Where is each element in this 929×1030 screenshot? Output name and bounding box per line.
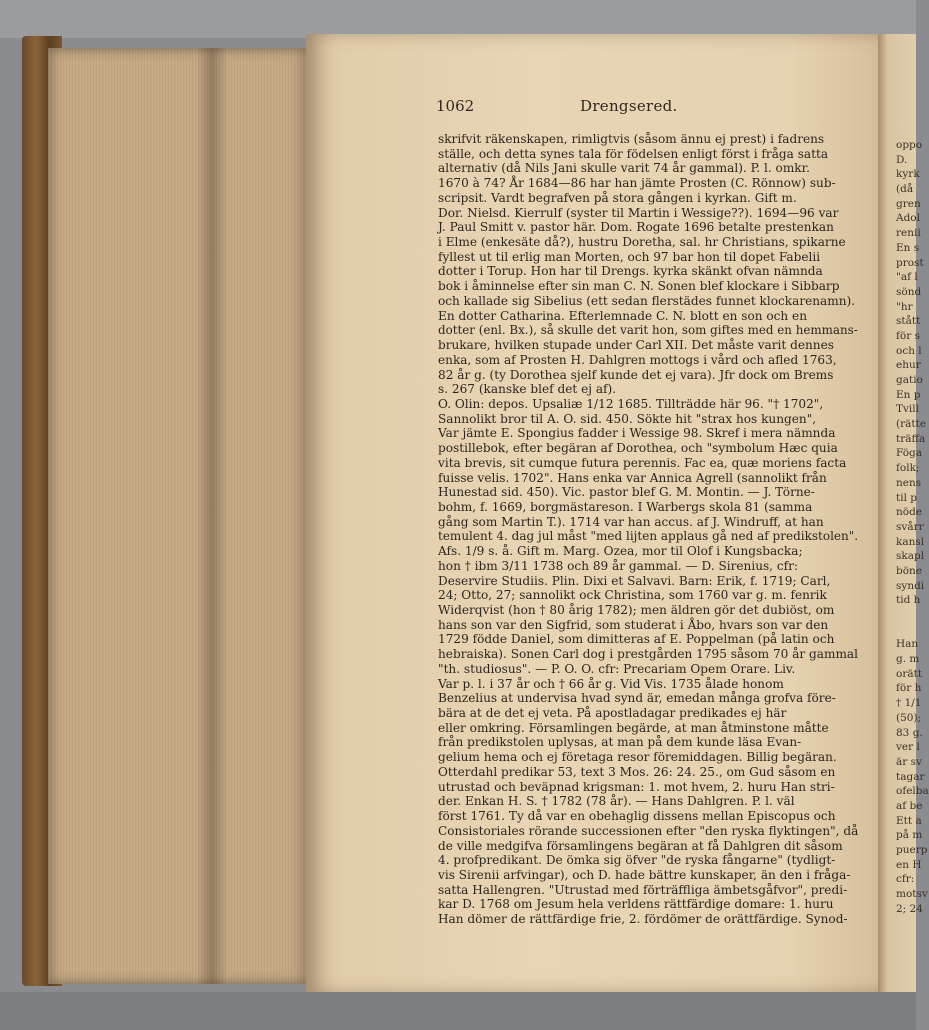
text-line: ställe, och detta synes tala för födelsen enligt först i fråga satta	[438, 146, 829, 161]
margin-line: renii	[896, 227, 921, 240]
margin-line: gatio	[896, 374, 923, 386]
margin-line: En s	[896, 241, 920, 254]
margin-line: kyrk	[896, 168, 920, 181]
margin-line: nens	[896, 476, 922, 489]
text-line: s. 267 (kanske blef det ej af).	[438, 382, 617, 397]
page-header	[436, 97, 856, 119]
margin-line: Föga	[896, 447, 923, 460]
text-line: scripsit. Vardt begrafven på stora gången i kyrkan. Gift m.	[438, 190, 797, 205]
margin-line: folk;	[896, 462, 920, 475]
text-line: dotter (enl. Bx.), så skulle det varit hon, som giftes med en hemmans-	[438, 323, 858, 338]
text-line: hon † ibm 3/11 1738 och 89 år gammal. — D. Sirenius, cfr:	[438, 558, 798, 573]
margin-line	[896, 623, 918, 638]
margin-line: är sv	[896, 755, 922, 768]
margin-line: nöde	[896, 506, 923, 519]
margin-line: ver l	[896, 741, 920, 754]
running-head: Drengsered.	[580, 97, 678, 115]
margin-line: Adol	[896, 212, 920, 225]
text-line: hans son var den Sigfrid, som studerat i Åbo, hvars son var den	[438, 617, 829, 632]
page-number: 1062	[436, 97, 475, 115]
background-bottom	[0, 992, 916, 1030]
text-line: "th. studiosus". — P. O. O. cfr: Precariam Opem Orare. Liv.	[438, 661, 796, 676]
margin-line: † 1/1	[896, 697, 922, 710]
margin-line: cfr:	[896, 873, 915, 886]
page-stack-edge	[48, 48, 310, 984]
next-page-margin-text	[896, 138, 929, 916]
margin-line: böne	[896, 564, 923, 577]
text-line: enka, som af Prosten H. Dahlgren mottogs i vård och afled 1763,	[438, 352, 837, 367]
text-line: gång som Martin T.). 1714 var han accus. af J. Windruff, at han	[438, 514, 824, 529]
margin-line: stått	[896, 315, 921, 328]
margin-line: och l	[896, 344, 922, 357]
margin-line: En p	[896, 388, 921, 401]
margin-line: Tvill	[896, 403, 920, 416]
margin-line: (då	[896, 183, 914, 196]
text-line: och kallade sig Sibelius (ett sedan flerstädes funnet klockarenamn).	[438, 293, 856, 308]
text-line: dotter i Torup. Hon har til Drengs. kyrka skänkt ofvan nämnda	[438, 264, 823, 279]
margin-line: sönd	[896, 285, 922, 298]
margin-line: orätt	[896, 667, 923, 680]
text-line: Hunestad sid. 450). Vic. pastor blef G. M. Montin. — J. Törne-	[438, 485, 815, 500]
margin-line: oppo	[896, 139, 923, 151]
text-line: J. Paul Smitt v. pastor här. Dom. Rogate 1696 betalte prestenkan	[438, 220, 834, 235]
text-line: bohm, f. 1669, borgmästareson. I Warbergs skola 81 (samma	[438, 499, 813, 514]
margin-line: Han	[896, 638, 919, 651]
text-line: från predikstolen uplysas, at man på dem kunde läsa Evan-	[438, 735, 802, 750]
text-line: Consistoriales rörande successionen efter "den ryska flyktingen", då	[438, 823, 859, 838]
text-line: Dor. Nielsd. Kierrulf (syster til Martin i Wessige??). 1694—96 var	[438, 205, 839, 220]
text-line: O. Olin: depos. Upsaliæ 1/12 1685. Tillträdde här 96. "† 1702",	[438, 396, 824, 411]
text-line: 1670 à 74? År 1684—86 har han jämte Prosten (C. Rönnow) sub-	[438, 176, 836, 191]
text-line: gelium hema och ej företaga resor föremiddagen. Billig begäran.	[438, 750, 837, 765]
text-line: brukare, hvilken stupade under Carl XII. Det måste varit dennes	[438, 338, 834, 353]
background-top	[0, 0, 916, 38]
text-line: 24; Otto, 27; sannolikt ock Christina, som 1760 var g. m. fenrik	[438, 588, 827, 603]
text-line: der. Enkan H. S. † 1782 (78 år). — Hans Dahlgren. P. l. väl	[438, 794, 795, 809]
margin-line: skapl	[896, 550, 925, 563]
text-line: kar D. 1768 om Jesum hela verldens rättfärdige domare: 1. huru	[438, 897, 834, 912]
margin-line: puerp	[896, 844, 928, 856]
margin-line: tid h	[896, 594, 921, 607]
text-line: Han dömer de rättfärdige frie, 2. fördömer de orättfärdige. Synod-	[438, 912, 848, 927]
margin-line: af be	[896, 799, 923, 812]
margin-line: Ett a	[896, 814, 922, 827]
margin-line: kansl	[896, 535, 925, 548]
margin-line: (rätte	[896, 418, 927, 431]
margin-line	[896, 608, 918, 623]
text-line: fyllest ut til erlig man Morten, och 97 bar hon til dopet Fabelii	[438, 249, 821, 264]
body-text	[438, 132, 858, 927]
text-line: alternativ (då Nils Jani skulle varit 74 år gammal). P. l. omkr.	[438, 161, 810, 176]
text-line: skrifvit räkenskapen, rimligtvis (såsom ännu ej prest) i fadrens	[438, 132, 825, 146]
text-line: vis Sirenii arfvingar), och D. hade bättre kunskaper, än den i fråga-	[438, 867, 851, 882]
margin-line: träffa	[896, 432, 926, 445]
text-line: satta Hallengren. "Utrustad med förträffliga ämbetsgåfvor", predi-	[438, 882, 848, 897]
margin-line: en H	[896, 858, 922, 871]
text-line: vita brevis, sit cumque futura perennis. Fac ea, quæ moriens facta	[438, 455, 847, 470]
margin-line: prost	[896, 256, 924, 269]
margin-line: 2; 24	[896, 902, 923, 915]
page-stack-shadow	[198, 48, 226, 984]
margin-line: syndi	[896, 579, 925, 592]
text-line: först 1761. Ty då var en obehaglig dissens mellan Episcopus och	[438, 809, 836, 824]
text-line: Widerqvist (hon † 80 årig 1782); men äldren gör det dubiöst, om	[438, 603, 835, 617]
margin-line: (50);	[896, 711, 922, 724]
margin-line: för h	[896, 682, 922, 695]
margin-line: 83 g.	[896, 726, 923, 739]
margin-line: "hr	[896, 300, 913, 313]
margin-line: ofelba	[896, 785, 929, 798]
text-line: Afs. 1/9 s. å. Gift m. Marg. Ozea, mor til Olof i Kungsbacka;	[438, 544, 803, 559]
margin-line: D.	[896, 153, 908, 166]
text-line: hebraiska). Sonen Carl dog i prestgården 1795 såsom 70 år gammal	[438, 647, 859, 662]
text-line: 82 år g. (ty Dorothea sjelf kunde det ej vara). Jfr dock om Brems	[438, 367, 834, 382]
text-line: bära at de det ej veta. På apostladagar predikades ej här	[438, 706, 787, 721]
margin-line: för s	[896, 329, 920, 342]
text-line: utrustad och beväpnad krigsman: 1. mot hvem, 2. huru Han stri-	[438, 779, 835, 794]
margin-line: ehur	[896, 359, 921, 372]
margin-line: "af l	[896, 271, 918, 284]
text-line: postillebok, efter begäran af Dorothea, och "symbolum Hæc quia	[438, 441, 838, 456]
text-line: Var p. l. i 37 år och † 66 år g. Vid Vis. 1735 ålade honom	[438, 676, 784, 691]
margin-line: gren	[896, 197, 921, 210]
text-line: Sannolikt bror til A. O. sid. 450. Sökte hit "strax hos kungen",	[438, 411, 817, 426]
margin-line: svårr	[896, 520, 924, 533]
text-line: i Elme (enkesäte då?), hustru Doretha, sal. hr Christians, spikarne	[438, 235, 846, 250]
margin-line: g. m	[896, 653, 920, 666]
text-line: Deservire Studiis. Plin. Dixi et Salvavi. Barn: Erik, f. 1719; Carl,	[438, 573, 831, 588]
margin-line: til p	[896, 491, 917, 504]
text-line: En dotter Catharina. Efterlemnade C. N. blott en son och en	[438, 308, 807, 323]
text-line: Benzelius at undervisa hvad synd är, emedan många grofva före-	[438, 691, 836, 706]
margin-line: motsv	[896, 888, 928, 901]
text-line: Var jämte E. Spongius fadder i Wessige 98. Skref i mera nämnda	[438, 426, 836, 441]
text-line: bok i åminnelse efter sin man C. N. Sonen blef klockare i Sibbarp	[438, 279, 840, 294]
text-line: fuisse velis. 1702". Hans enka var Annica Agrell (sannolikt från	[438, 470, 827, 485]
text-line: de ville medgifva församlingens begäran at få Dahlgren dit såsom	[438, 838, 843, 853]
text-line: temulent 4. dag jul måst "med lijten applaus gå ned af predikstolen".	[438, 529, 859, 544]
margin-line: på m	[896, 829, 923, 842]
text-line: 4. profpredikant. De ömka sig öfver "de ryska fångarne" (tydligt-	[438, 853, 836, 868]
text-line: eller omkring. Församlingen begärde, at man åtminstone måtte	[438, 720, 829, 735]
text-line: 1729 födde Daniel, som dimitteras af E. Poppelman (på latin och	[438, 632, 835, 647]
text-line: Otterdahl predikar 53, text 3 Mos. 26: 24. 25., om Gud såsom en	[438, 764, 836, 779]
margin-line: tagar	[896, 770, 925, 783]
